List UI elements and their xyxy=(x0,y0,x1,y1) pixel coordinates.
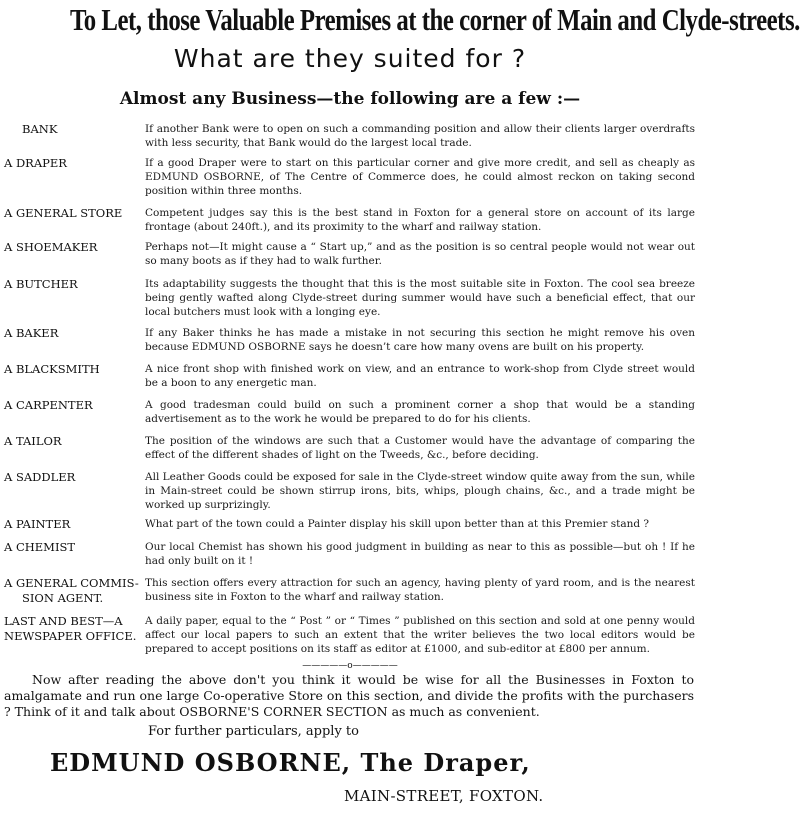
subheading: Almost any Business—the following are a few :— xyxy=(119,89,581,109)
business-description: This section offers every attraction for such an agency, having plenty of yard room, and is the nearest business site in Foxton to the wharf and railway station. xyxy=(145,577,695,603)
business-label: A BUTCHER xyxy=(4,277,78,291)
business-description: The position of the windows are such that a Customer would have the advantage of comparing the effect of the different shades of light on the Tweeds, &c., before deciding. xyxy=(145,435,695,461)
business-label: A SADDLER xyxy=(4,470,76,484)
business-description: What part of the town could a Painter display his skill upon better than at this Premier stand ? xyxy=(145,518,650,530)
business-label: A PAINTER xyxy=(4,517,71,531)
business-description: Perhaps not—It might cause a “ Start up,” and as the position is so central people would not wear out so many boots as if they had to walk further. xyxy=(145,241,695,267)
closing-paragraph: Now after reading the above don't you think it would be wise for all the Businesses in Foxton to amalgamate and run one large Co-operative Store on this section, and divide the profits with the purchasers ? Think of it and talk about OSBORNE'S CORNER SECTION as much as convenient. xyxy=(4,672,694,719)
business-description: All Leather Goods could be exposed for sale in the Clyde-street window quite away from the sun, while in Main-street could be shown stirrup irons, bits, whips, plough chains, &c., and a trade might be worked up surprizingly. xyxy=(145,471,695,511)
business-label: A CHEMIST xyxy=(4,540,76,554)
business-label: A GENERAL COMMIS- xyxy=(4,576,139,590)
business-description: If a good Draper were to start on this particular corner and give more credit, and sell as cheaply as EDMUND OSBORNE, of The Centre of Commerce does, he could almost reckon on taking second position within three months. xyxy=(145,157,695,197)
apply-line: For further particulars, apply to xyxy=(148,724,359,739)
headline: To Let, those Valuable Premises at the corner of Main and Clyde-streets. xyxy=(70,2,800,37)
business-label: A DRAPER xyxy=(4,156,67,170)
business-description: If another Bank were to open on such a commanding position and allow their clients larger overdrafts with less security, that Bank would do the largest local trade. xyxy=(145,123,695,149)
divider: —————o————— xyxy=(302,661,398,671)
business-label: BANK xyxy=(22,122,58,136)
business-label: A BLACKSMITH xyxy=(4,362,100,376)
business-description: A nice front shop with finished work on view, and an entrance to work-shop from Clyde street would be a boon to any energetic man. xyxy=(145,363,695,389)
business-description: A good tradesman could build on such a prominent corner a shop that would be a standing advertisement as to the work he would be prepared to do for his clients. xyxy=(145,399,695,425)
business-description: Its adaptability suggests the thought that this is the most suitable site in Foxton. The cool sea breeze being gently wafted along Clyde-street during summer would have such a beneficial effect, that our local butchers must look with a longing eye. xyxy=(145,278,695,318)
business-label: A CARPENTER xyxy=(4,398,93,412)
business-label: A SHOEMAKER xyxy=(4,240,98,254)
business-label-continued: SION AGENT. xyxy=(22,591,104,605)
business-label: LAST AND BEST—A xyxy=(4,614,123,628)
business-label: A GENERAL STORE xyxy=(4,206,123,220)
proprietor-name: EDMUND OSBORNE, The Draper, xyxy=(50,748,531,777)
business-description: If any Baker thinks he has made a mistake in not securing this section he might remove his oven because EDMUND OSBORNE says he doesn’t care how many ovens are built on his property. xyxy=(145,327,695,353)
business-label-continued: NEWSPAPER OFFICE. xyxy=(4,629,137,643)
business-description: A daily paper, equal to the “ Post ” or “ Times ” published on this section and sold at one penny would affect our local papers to such an extent that the writer believes the two local editors would be prepared to accept positions on its staff as editor at £1000, and sub-editor at £800 per annum. xyxy=(145,615,695,655)
address: MAIN-STREET, FOXTON. xyxy=(344,787,544,805)
question-heading: What are they suited for ? xyxy=(173,44,527,73)
business-label: A BAKER xyxy=(4,326,59,340)
business-description: Our local Chemist has shown his good judgment in building as near to this as possible—but oh ! If he had only built on it ! xyxy=(145,541,695,567)
business-label: A TAILOR xyxy=(4,434,62,448)
business-description: Competent judges say this is the best stand in Foxton for a general store on account of its large frontage (about 240ft.), and its proximity to the wharf and railway station. xyxy=(145,207,695,233)
